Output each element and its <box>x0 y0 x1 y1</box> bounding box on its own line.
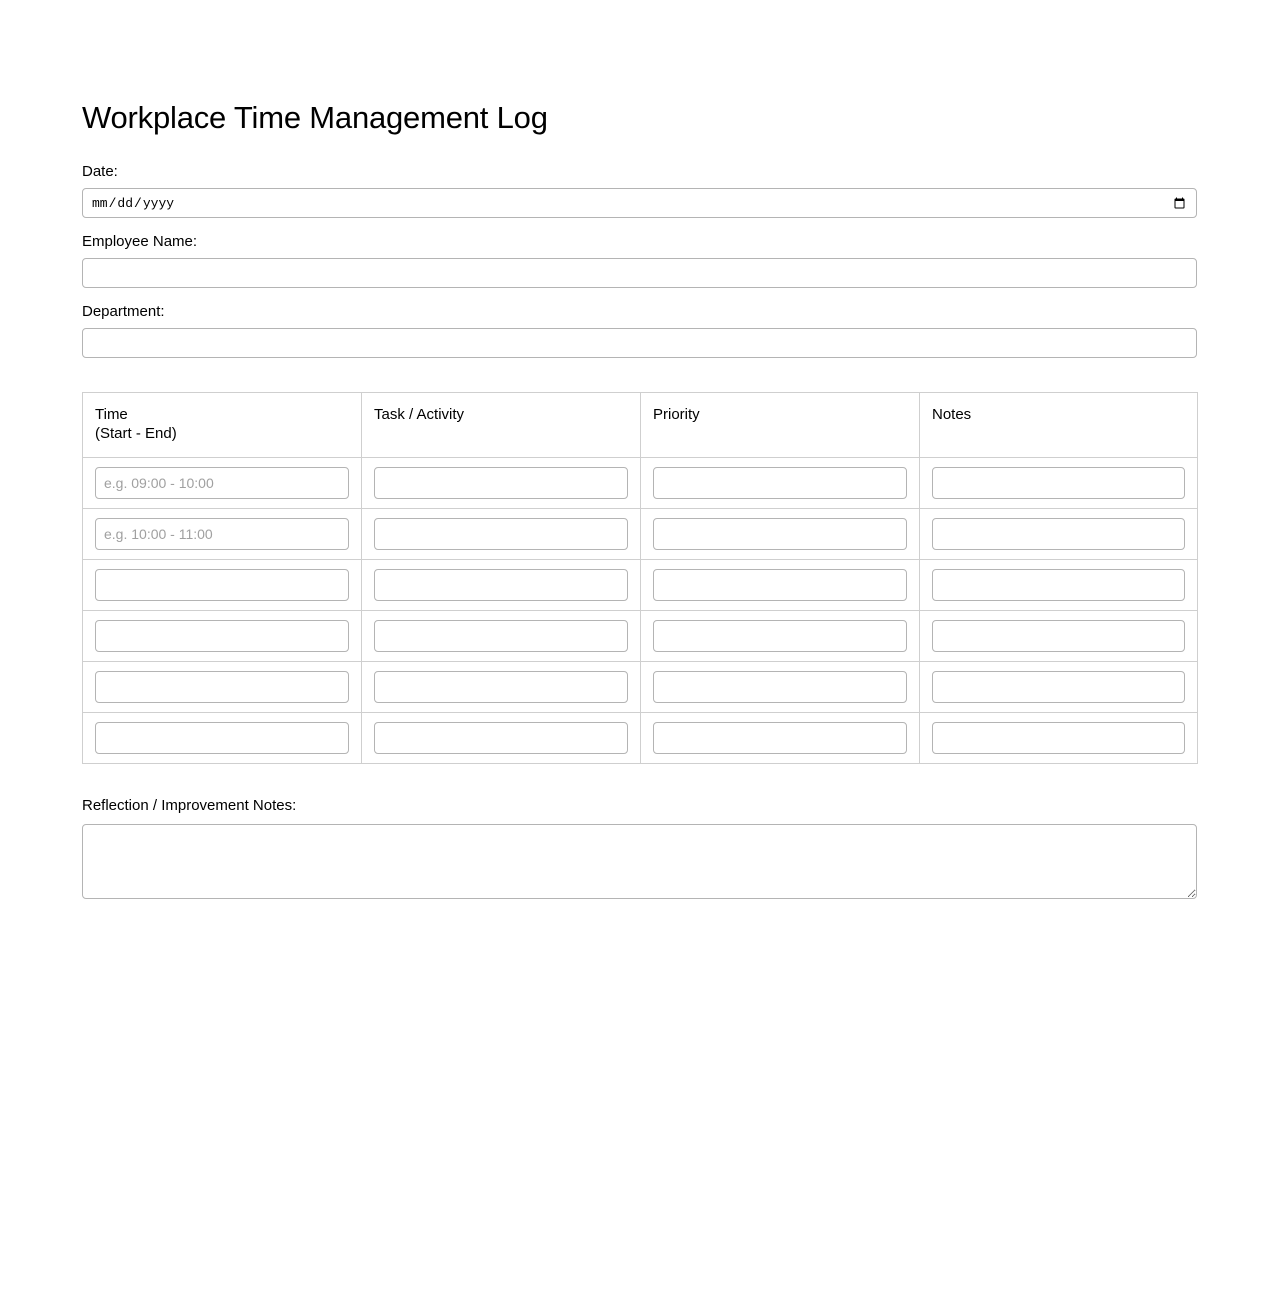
table-header-row <box>83 393 1198 458</box>
column-header-time <box>83 393 362 458</box>
cell-notes <box>920 509 1198 560</box>
table-row <box>83 611 1198 662</box>
cell-time <box>83 713 362 764</box>
cell-time <box>83 662 362 713</box>
task-input-row-4[interactable] <box>374 620 628 652</box>
cell-notes <box>920 662 1198 713</box>
task-input-row-3[interactable] <box>374 569 628 601</box>
cell-time <box>83 458 362 509</box>
column-header-notes: Notes <box>920 393 1198 458</box>
cell-task <box>362 509 641 560</box>
notes-input-row-2[interactable] <box>932 518 1185 550</box>
time-input-row-2[interactable] <box>95 518 349 550</box>
date-input[interactable] <box>82 188 1197 218</box>
table-body <box>83 458 1198 764</box>
cell-task <box>362 458 641 509</box>
priority-input-row-4[interactable] <box>653 620 907 652</box>
column-header-time-line2: (Start - End) <box>95 425 177 442</box>
priority-input-row-2[interactable] <box>653 518 907 550</box>
priority-input-row-5[interactable] <box>653 671 907 703</box>
task-input-row-5[interactable] <box>374 671 628 703</box>
employee-name-input[interactable] <box>82 258 1197 288</box>
notes-input-row-4[interactable] <box>932 620 1185 652</box>
time-log-table <box>82 392 1198 764</box>
table-row <box>83 662 1198 713</box>
cell-task <box>362 662 641 713</box>
task-input-row-6[interactable] <box>374 722 628 754</box>
table-row <box>83 509 1198 560</box>
time-input-row-1[interactable] <box>95 467 349 499</box>
reflection-label: Reflection / Improvement Notes: <box>82 797 297 814</box>
table-row <box>83 560 1198 611</box>
priority-input-row-3[interactable] <box>653 569 907 601</box>
cell-notes <box>920 560 1198 611</box>
cell-time <box>83 509 362 560</box>
department-label: Department: <box>82 303 165 320</box>
table-row <box>83 458 1198 509</box>
cell-task <box>362 611 641 662</box>
notes-input-row-6[interactable] <box>932 722 1185 754</box>
department-input[interactable] <box>82 328 1197 358</box>
page-title: Workplace Time Management Log <box>82 100 548 135</box>
date-field-block <box>82 162 1196 218</box>
notes-input-row-3[interactable] <box>932 569 1185 601</box>
time-input-row-4[interactable] <box>95 620 349 652</box>
department-field-block <box>82 302 1196 358</box>
column-header-task: Task / Activity <box>362 393 641 458</box>
cell-priority <box>641 458 920 509</box>
notes-input-row-5[interactable] <box>932 671 1185 703</box>
cell-task <box>362 560 641 611</box>
cell-priority <box>641 560 920 611</box>
cell-time <box>83 611 362 662</box>
cell-time <box>83 560 362 611</box>
cell-priority <box>641 611 920 662</box>
table-row <box>83 713 1198 764</box>
cell-notes <box>920 713 1198 764</box>
task-input-row-1[interactable] <box>374 467 628 499</box>
priority-input-row-1[interactable] <box>653 467 907 499</box>
cell-task <box>362 713 641 764</box>
time-input-row-3[interactable] <box>95 569 349 601</box>
reflection-textarea[interactable] <box>82 824 1197 899</box>
cell-priority <box>641 509 920 560</box>
column-header-time-line1: Time <box>95 406 128 423</box>
cell-priority <box>641 662 920 713</box>
priority-input-row-6[interactable] <box>653 722 907 754</box>
task-input-row-2[interactable] <box>374 518 628 550</box>
employee-name-label: Employee Name: <box>82 233 198 250</box>
cell-notes <box>920 458 1198 509</box>
time-input-row-5[interactable] <box>95 671 349 703</box>
column-header-priority: Priority <box>641 393 920 458</box>
date-label: Date: <box>82 163 118 180</box>
employee-name-field-block <box>82 232 1196 288</box>
time-input-row-6[interactable] <box>95 722 349 754</box>
notes-input-row-1[interactable] <box>932 467 1185 499</box>
cell-notes <box>920 611 1198 662</box>
cell-priority <box>641 713 920 764</box>
